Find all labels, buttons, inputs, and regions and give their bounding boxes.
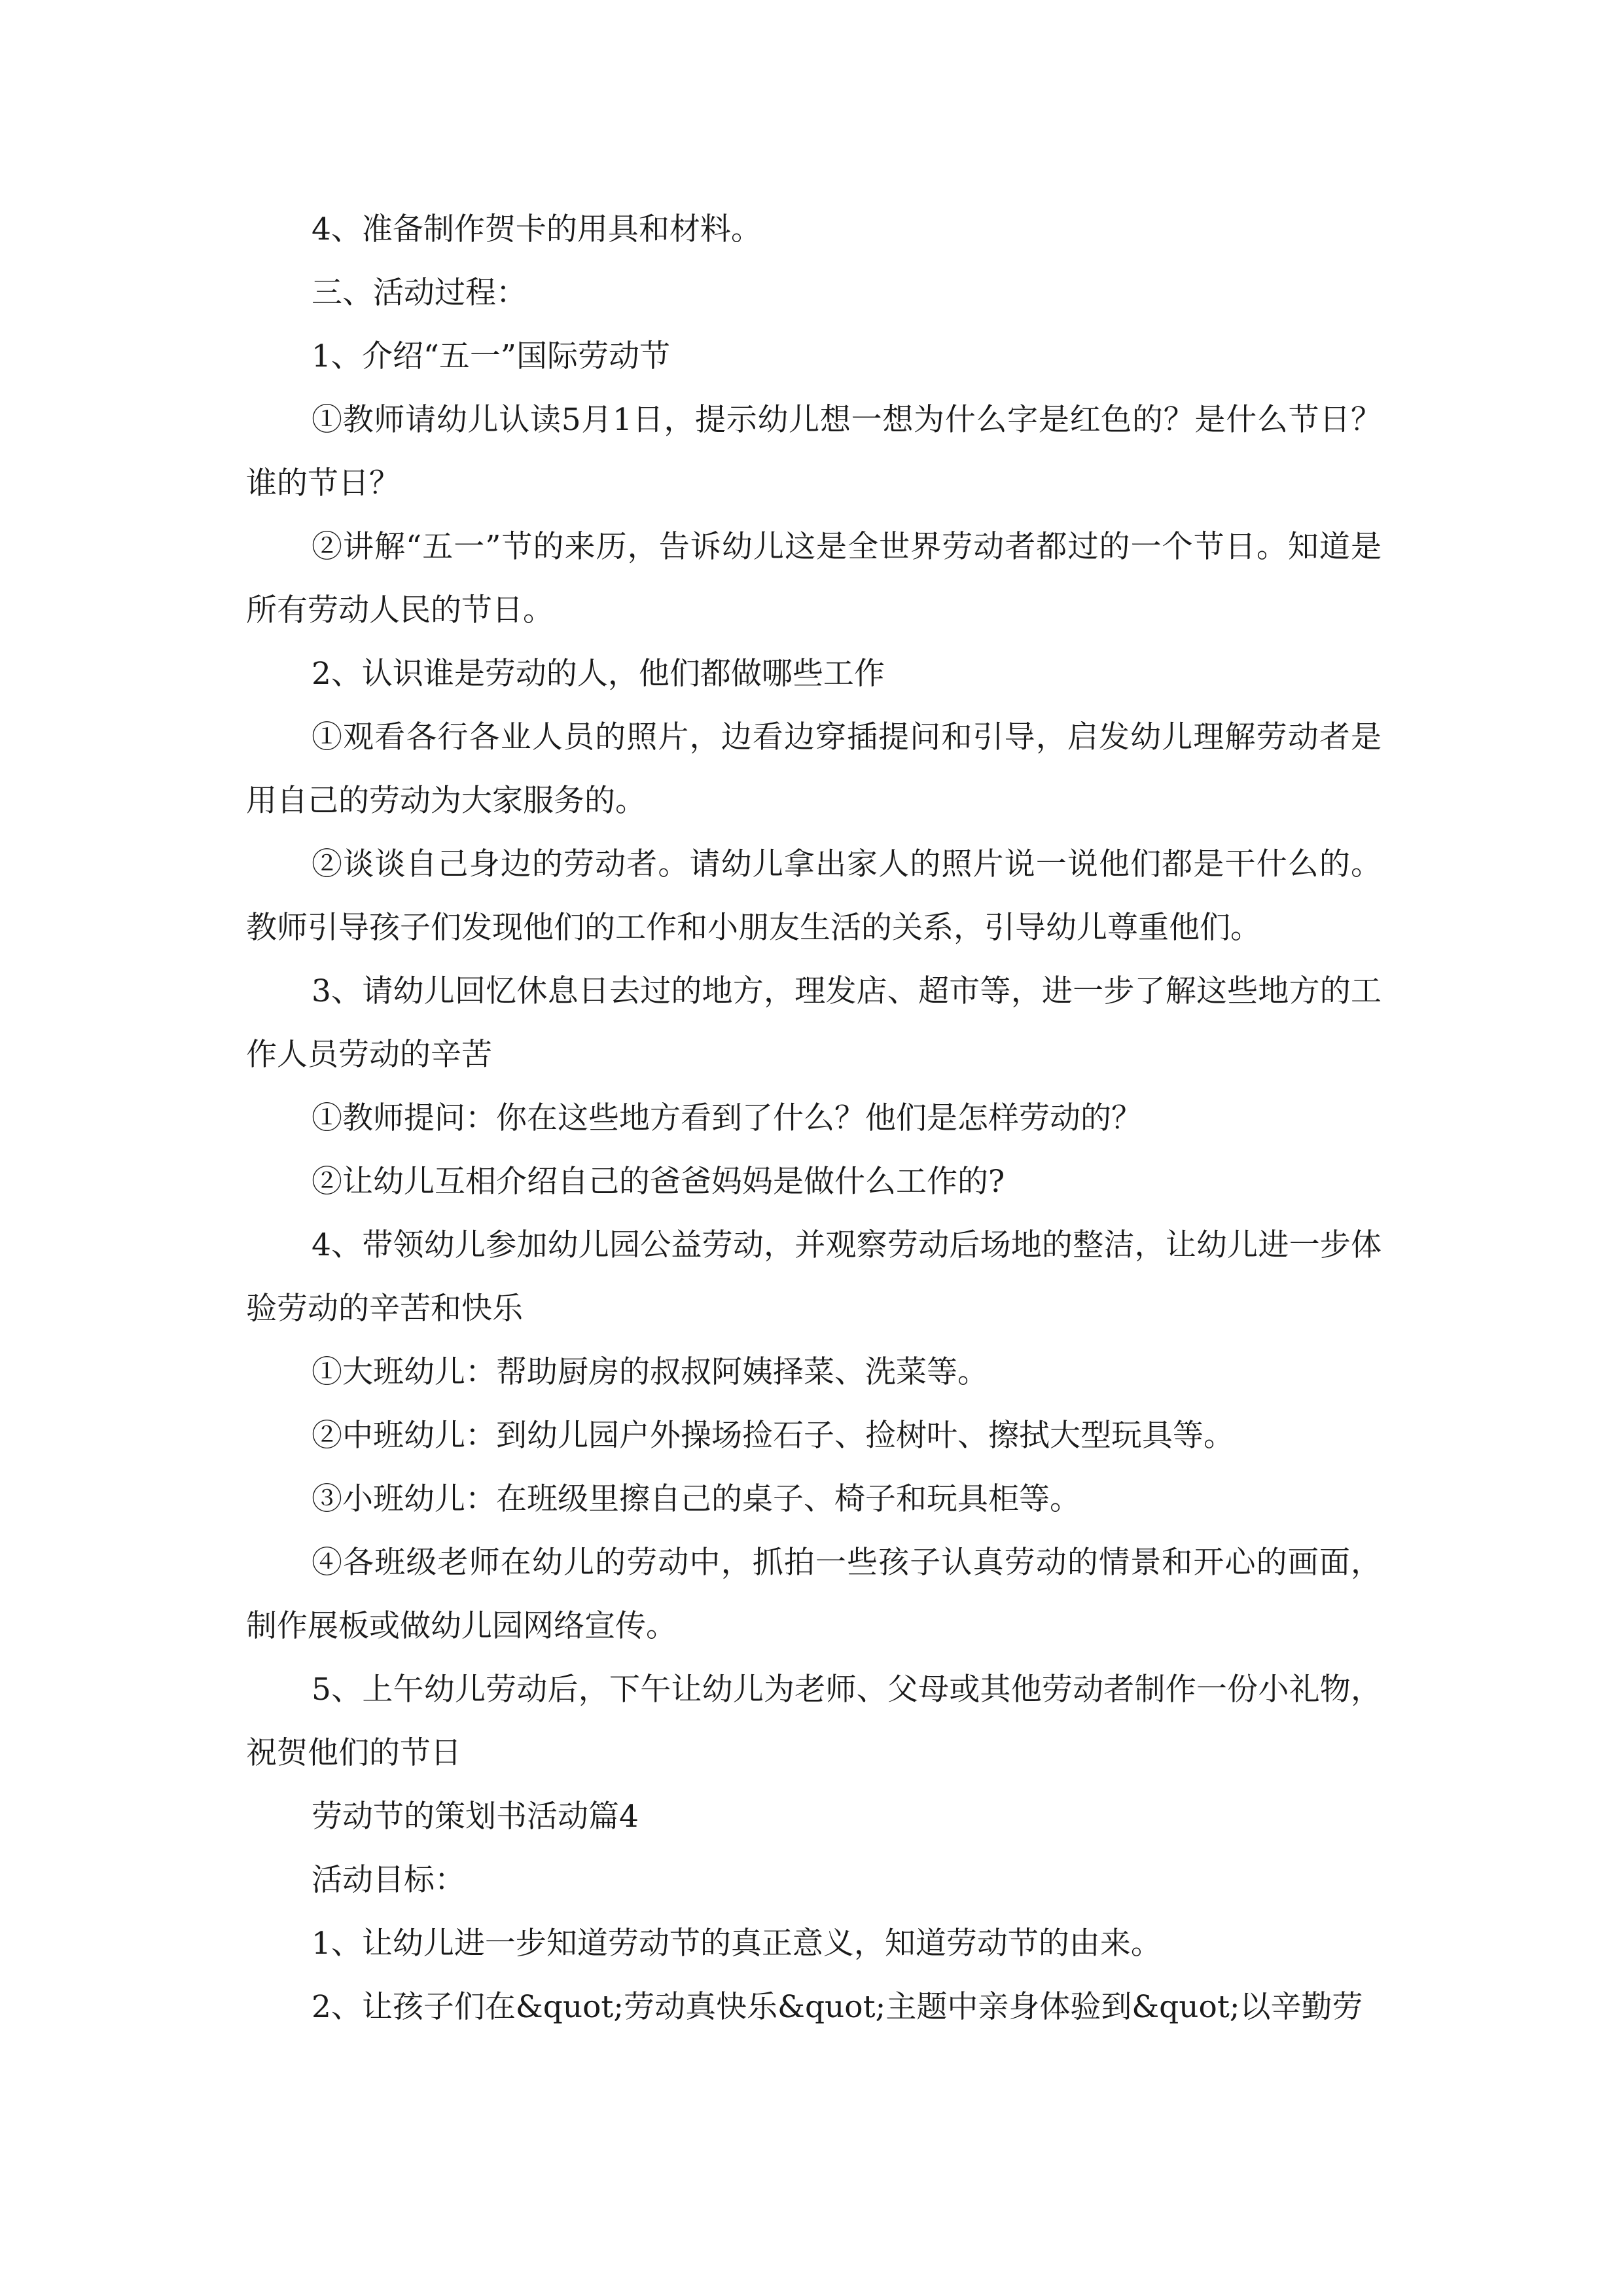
paragraph-goal-2: 2、让孩子们在&quot;劳动真快乐&quot;主题中亲身体验到&quot;以辛勤劳 xyxy=(312,1989,1363,2025)
heading-activity-goals: 活动目标： xyxy=(312,1862,465,1898)
paragraph-talk-workers: ②谈谈自己身边的劳动者。请幼儿拿出家人的照片说一说他们都是干什么的。教师引导孩子们发现他们的工作和小朋友生活的关系，引导幼儿尊重他们。 xyxy=(246,846,1382,946)
paragraph-make-gift: 5、上午幼儿劳动后，下午让幼儿为老师、父母或其他劳动者制作一份小礼物，祝贺他们的节日 xyxy=(246,1672,1382,1771)
paragraph-senior-class: ①大班幼儿：帮助厨房的叔叔阿姨择菜、洗菜等。 xyxy=(312,1354,988,1390)
paragraph-who-works: 2、认识谁是劳动的人，他们都做哪些工作 xyxy=(312,656,885,692)
paragraph-teacher-question: ①教师提问：你在这些地方看到了什么？他们是怎样劳动的？ xyxy=(312,1100,1142,1136)
paragraph-recall-places: 3、请幼儿回忆休息日去过的地方，理发店、超市等，进一步了解这些地方的工作人员劳动的辛苦 xyxy=(246,973,1382,1073)
section-title-plan-4: 劳动节的策划书活动篇4 xyxy=(312,1799,639,1835)
paragraph-view-photos: ①观看各行各业人员的照片，边看边穿插提问和引导，启发幼儿理解劳动者是用自己的劳动为大家服务的。 xyxy=(246,719,1382,819)
paragraph-intro-may-day: 1、介绍“五一”国际劳动节 xyxy=(312,338,670,374)
paragraph-prep-materials: 4、准备制作贺卡的用具和材料。 xyxy=(312,211,762,247)
heading-activity-process: 三、活动过程： xyxy=(312,275,527,311)
paragraph-middle-class: ②中班幼儿：到幼儿园户外操场捡石子、捡树叶、擦拭大型玩具等。 xyxy=(312,1418,1234,1454)
paragraph-public-labor: 4、带领幼儿参加幼儿园公益劳动，并观察劳动后场地的整洁，让幼儿进一步体验劳动的辛苦和快乐 xyxy=(246,1227,1382,1327)
paragraph-explain-history: ②讲解“五一”节的来历，告诉幼儿这是全世界劳动者都过的一个节日。知道是所有劳动人民的节日。 xyxy=(246,529,1382,628)
document-body xyxy=(246,198,1382,2039)
paragraph-teachers-photo: ④各班级老师在幼儿的劳动中，抓拍一些孩子认真劳动的情景和开心的画面，制作展板或做幼儿园网络宣传。 xyxy=(246,1545,1382,1644)
paragraph-introduce-parents: ②让幼儿互相介绍自己的爸爸妈妈是做什么工作的? xyxy=(312,1164,1005,1200)
paragraph-junior-class: ③小班幼儿：在班级里擦自己的桌子、椅子和玩具柜等。 xyxy=(312,1481,1080,1517)
paragraph-goal-1: 1、让幼儿进一步知道劳动节的真正意义，知道劳动节的由来。 xyxy=(312,1926,1162,1962)
paragraph-read-may-first: ①教师请幼儿认读5月1日，提示幼儿想一想为什么字是红色的？是什么节日？谁的节日？ xyxy=(246,402,1382,501)
